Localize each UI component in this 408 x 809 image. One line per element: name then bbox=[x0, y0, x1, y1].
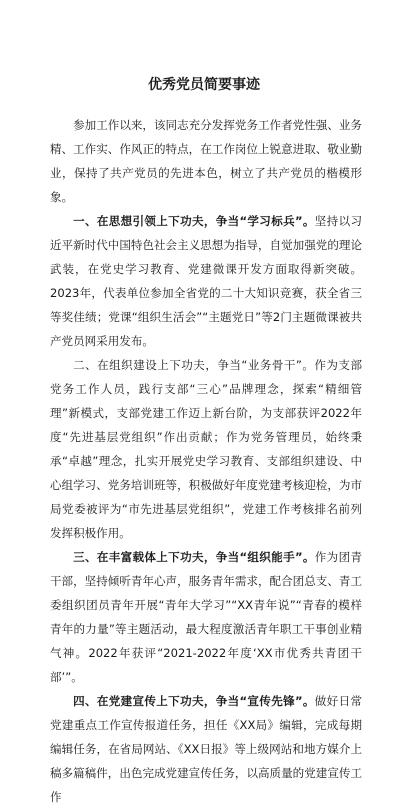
document-body bbox=[50, 113, 362, 809]
document-title: 优秀党员简要事迹 bbox=[148, 77, 260, 93]
paragraph-party-publicity bbox=[50, 689, 362, 809]
paragraph-thought-guidance bbox=[50, 209, 362, 353]
paragraph-heading: 三、在丰富载体上下功夫，争当“组织能手”。 bbox=[73, 550, 315, 564]
paragraph-intro bbox=[50, 113, 362, 209]
paragraph-text: 作为团青干部，坚持倾听青年心声，服务青年需求，配合团总支、青工委组织团员青年开展“青年大学习”“XX青年说”“青春的模样 青年的力量”等主题活动，最大程度激活青年职工干事创业精气神。2022年获评“2021-2022年度‘XX市优秀共青团干部’”。 bbox=[50, 550, 363, 684]
paragraph-text: 做好日常党建重点工作宣传报道任务，担任《XX局》编辑，完成每期编辑任务，在省局网站、《XX日报》等上级网站和地方媒介上稿多篇稿件，出色完成党建宣传任务，以高质量的党建宣传工作 bbox=[50, 694, 363, 804]
paragraph-heading: 一、在思想引领上下功夫，争当“学习标兵”。 bbox=[73, 214, 315, 228]
paragraph-text: 坚持以习近平新时代中国特色社会主义思想为指导，自觉加强党的理论武装，在党史学习教育、党建微课开发方面取得新突破。2023年，代表单位参加全省党的二十大知识竞赛，获全省三等奖佳绩；党课“组织生活会”“主题党日”等2门主题微课被共产党员网采用发布。 bbox=[50, 214, 363, 348]
paragraph-organization-building bbox=[50, 353, 362, 545]
paragraph-text: 二、在组织建设上下功夫，争当“业务骨干”。作为支部党务工作人员，践行支部“三心”品牌理念，探索“精细管理”新模式，支部党建工作迈上新台阶，为支部获评2022年度“先进基层党组织”作出贡献；作为党务管理员，始终秉承“卓越”理念，扎实开展党史学习教育、支部组织建设、中心组学习、党务培训班等，积极做好年度党建考核迎检，为市局党委被评为“市先进基层党组织”，党建工作考核排名前列发挥积极作用。 bbox=[50, 358, 362, 540]
paragraph-text: 参加工作以来，该同志充分发挥党务工作者党性强、业务精、工作实、作风正的特点，在工作岗位上锐意进取、敬业勤业，保持了共产党员的先进本色，树立了共产党员的楷模形象。 bbox=[50, 118, 362, 204]
paragraph-heading: 四、在党建宣传上下功夫，争当“宣传先锋”。 bbox=[73, 694, 315, 708]
paragraph-rich-carriers bbox=[50, 545, 362, 689]
